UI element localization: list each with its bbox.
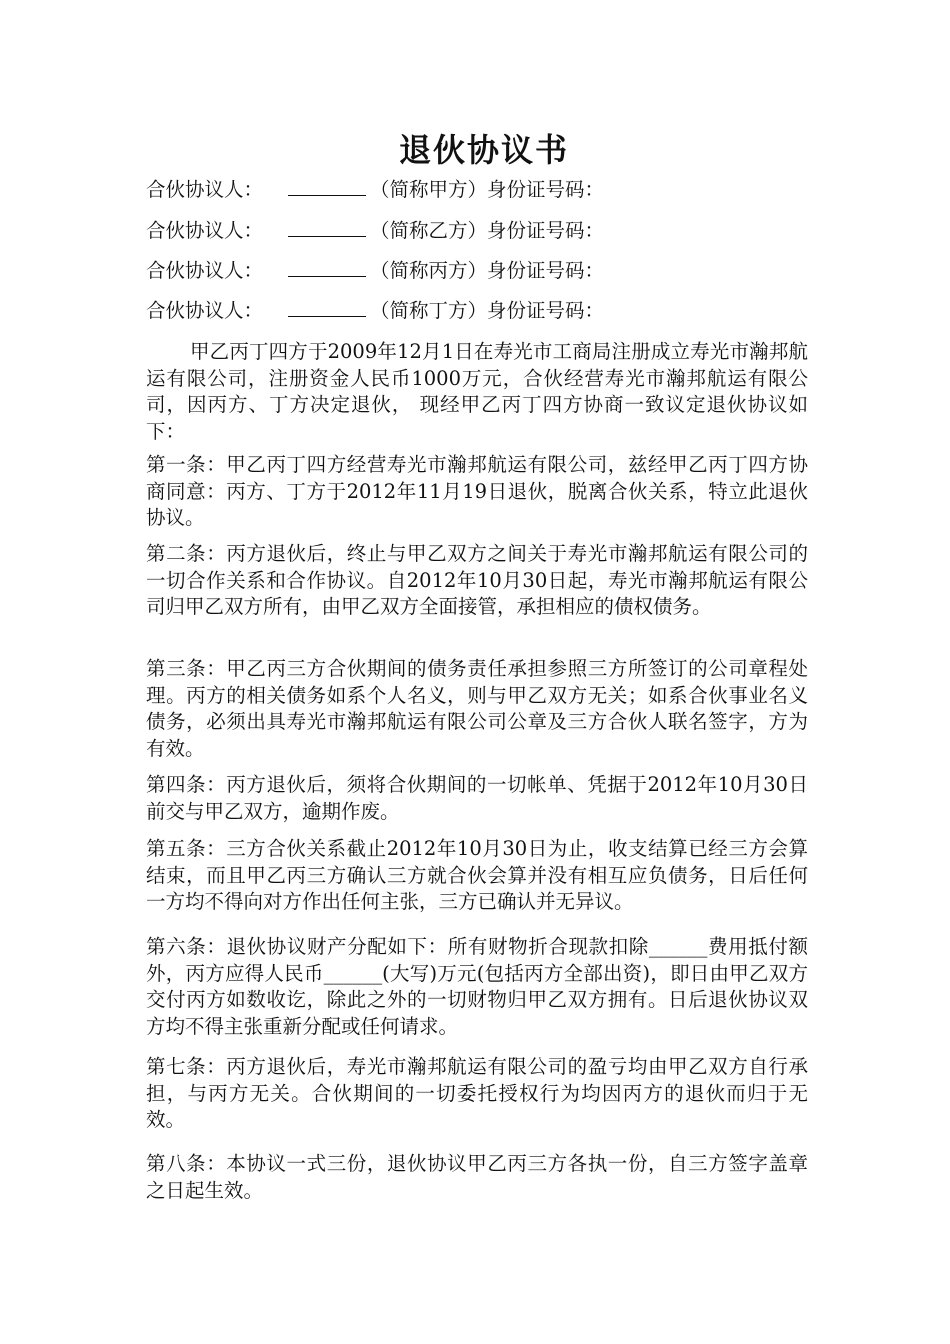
- article-1: 第一条：甲乙丙丁四方经营寿光市瀚邦航运有限公司，兹经甲乙丙丁四方协商同意：丙方、丁方于2012年11月19日退伙，脱离合伙关系，特立此退伙协议。: [146, 453, 808, 529]
- name-blank: [288, 298, 366, 317]
- article-3: 第三条：甲乙丙三方合伙期间的债务责任承担参照三方所签订的公司章程处理。丙方的相关债务如系个人名义，则与甲乙双方无关；如系合伙事业名义债务，必须出具寿光市瀚邦航运有限公司公章及三方合伙人联名签字，方为有效。: [146, 657, 808, 760]
- name-blank: [288, 258, 366, 277]
- intro-paragraph: 甲乙丙丁四方于2009年12月1日在寿光市工商局注册成立寿光市瀚邦航运有限公司，注册资金人民币1000万元，合伙经营寿光市瀚邦航运有限公司，因丙方、丁方决定退伙， 现经甲乙丙丁四方协商一致议定退伙协议如下：: [146, 340, 808, 443]
- article-7: 第七条：丙方退伙后，寿光市瀚邦航运有限公司的盈亏均由甲乙双方自行承担，与丙方无关。合伙期间的一切委托授权行为均因丙方的退伙而归于无效。: [146, 1055, 808, 1131]
- party-label: 合伙协议人：: [146, 178, 264, 201]
- party-line-a: [146, 177, 822, 203]
- article-6: 第六条：退伙协议财产分配如下：所有财物折合现款扣除______费用抵付额外，丙方应得人民币______(大写)万元(包括丙方全部出资)，即日由甲乙双方交付丙方如数收讫，除此之外的一切财物归甲乙双方拥有。日后退伙协议双方均不得主张重新分配或任何请求。: [146, 935, 808, 1038]
- article-8: 第八条：本协议一式三份，退伙协议甲乙丙三方各执一份，自三方签字盖章之日起生效。: [146, 1152, 808, 1202]
- name-blank: [288, 177, 366, 196]
- party-text: （简称乙方）身份证号码：: [370, 219, 605, 242]
- party-line-d: [146, 298, 822, 324]
- party-text: （简称甲方）身份证号码：: [370, 178, 605, 201]
- party-text: （简称丙方）身份证号码：: [370, 259, 605, 282]
- party-label: 合伙协议人：: [146, 299, 264, 322]
- party-label: 合伙协议人：: [146, 219, 264, 242]
- party-label: 合伙协议人：: [146, 259, 264, 282]
- party-line-b: [146, 218, 822, 244]
- article-5: 第五条：三方合伙关系截止2012年10月30日为止，收支结算已经三方会算结束，而且甲乙丙三方确认三方就合伙会算并没有相互应负债务，日后任何一方均不得向对方作出任何主张，三方已确认并无异议。: [146, 837, 808, 913]
- party-text: （简称丁方）身份证号码：: [370, 299, 605, 322]
- article-4: 第四条：丙方退伙后，须将合伙期间的一切帐单、凭据于2012年10月30日前交与甲乙双方，逾期作废。: [146, 773, 808, 823]
- article-2: 第二条：丙方退伙后，终止与甲乙双方之间关于寿光市瀚邦航运有限公司的一切合作关系和合作协议。自2012年10月30日起，寿光市瀚邦航运有限公司归甲乙双方所有，由甲乙双方全面接管，承担相应的债权债务。: [146, 542, 808, 618]
- party-line-c: [146, 258, 822, 284]
- document-title: 退伙协议书: [398, 131, 569, 169]
- name-blank: [288, 218, 366, 237]
- document-page: [146, 0, 822, 1344]
